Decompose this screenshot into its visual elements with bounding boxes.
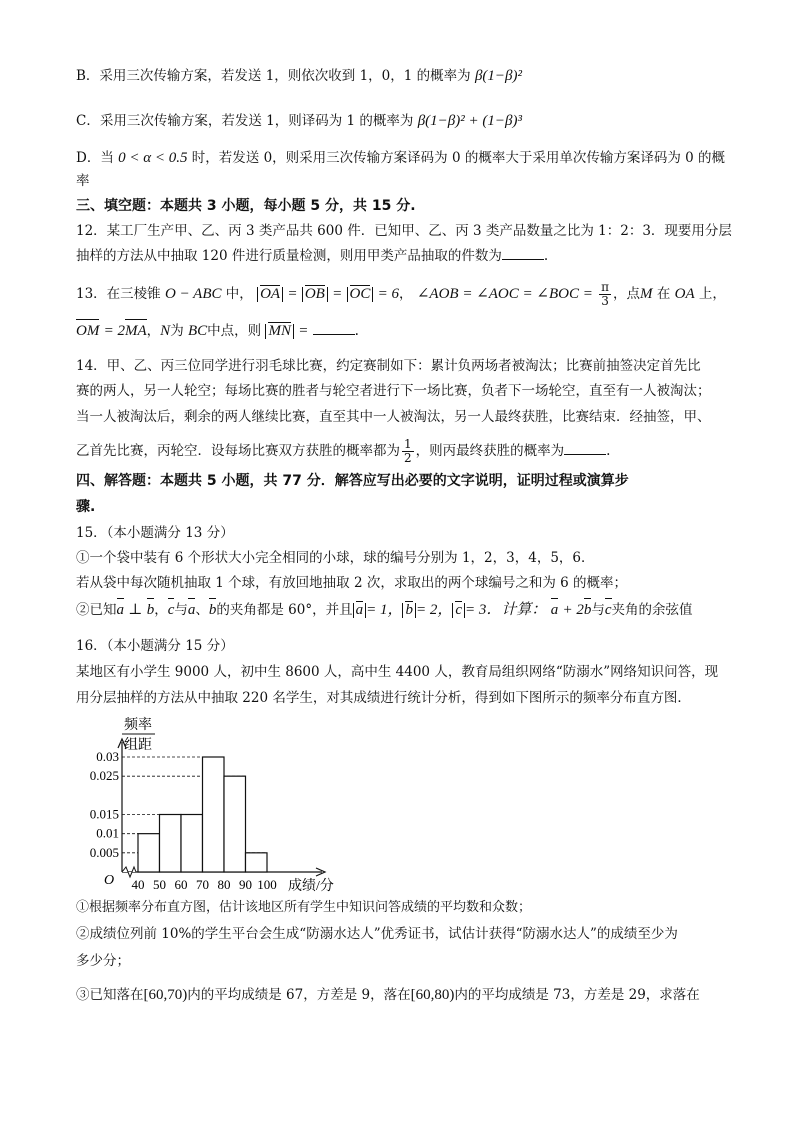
- vector-a: a: [550, 602, 559, 618]
- option-d-line2: 率: [76, 173, 90, 189]
- vector-b: b: [208, 602, 217, 618]
- q12-text: 抽样的方法从中抽取 120 件进行质量检测，则用甲类产品抽取的件数为: [76, 248, 502, 264]
- frac-numerator: π: [601, 280, 610, 294]
- x-tick-label: 60: [174, 877, 188, 892]
- q15-text-g: 夹角的余弦值: [611, 602, 693, 618]
- q16-sub3-text-c: 内的平均成绩是 73，方差是 29，求落在: [454, 987, 700, 1003]
- q13-text-g: 为: [170, 323, 184, 339]
- q16-p2: 用分层抽样的方法从中抽取 220 名学生，对其成绩进行统计分析，得到如下图所示的频率分布直方图．: [76, 690, 691, 706]
- vector-b: b: [146, 602, 155, 618]
- q14-line1: 14．甲、乙、丙三位同学进行羽毛球比赛，约定赛制如下：累计负两场者被淘汰；比赛前抽签决定首先比: [76, 358, 701, 374]
- q12-answer-blank[interactable]: [502, 245, 544, 260]
- q16-sub1: ①根据频率分布直方图，估计该地区所有学生中知识问答成绩的平均数和众数；: [76, 900, 532, 915]
- q13-answer-blank[interactable]: [313, 320, 355, 335]
- vector-om: OM: [76, 323, 100, 339]
- vector-c: c: [604, 602, 612, 618]
- q16-p1: 某地区有小学生 9000 人，初中生 8600 人，高中生 4400 人，教育局组织网络“防溺水”网络知识问答，现: [76, 664, 719, 680]
- perp-symbol: ⊥: [128, 602, 143, 618]
- vector-a: a: [187, 602, 196, 618]
- vector-a: a: [116, 602, 124, 618]
- section-4-heading-line1: 四、解答题：本题共 5 小题，共 77 分．解答应写出必要的文字说明，证明过程或演算步: [76, 473, 629, 489]
- q13-text-e: 上，: [698, 286, 726, 302]
- q13-point-m: M: [640, 286, 653, 302]
- abs-a: [353, 603, 367, 618]
- q13-line2: [76, 320, 359, 341]
- q13-point-n: N: [160, 323, 171, 339]
- q14-line3: 当一人被淘汰后，剩余的两人继续比赛，直至其中一人被淘汰，另一人最终获胜，比赛结束．经抽签，甲、: [76, 409, 711, 425]
- histogram-bar: [160, 815, 182, 873]
- q14-line2: 赛的两人，另一人轮空；每场比赛的胜者与轮空者进行下一场比赛，负者下一场轮空，直至有一人被淘汰；: [76, 383, 711, 399]
- vector-oc: OC: [349, 286, 371, 302]
- vector-ob: OB: [304, 286, 325, 302]
- frac-denominator: 2: [404, 451, 412, 465]
- option-d-condition: 0 < α < 0.5: [118, 150, 188, 166]
- q15-header: 15．（本小题满分 13 分）: [76, 525, 234, 541]
- section-4-heading-line2: 骤.: [76, 499, 96, 515]
- y-tick-label: 0.025: [89, 768, 119, 784]
- histogram-bar: [224, 776, 246, 872]
- q15-p2: 若从袋中每次随机抽取 1 个球，有放回地抽取 2 次，求取出的两个球编号之和为 6 的概率；: [76, 575, 628, 591]
- frac-numerator: 1: [404, 437, 412, 451]
- q15-text-f: 与: [591, 602, 605, 618]
- q15-comma: ，: [154, 602, 168, 618]
- q16-sub2-line2: 多少分；: [76, 953, 130, 969]
- q13-tetrahedron: O − ABC: [164, 286, 222, 302]
- q13-abs-oa: [257, 287, 283, 302]
- option-b-formula: β(1−β)²: [474, 68, 523, 84]
- option-b-text: B．采用三次传输方案，若发送 1，则依次收到 1，0，1 的概率为: [76, 68, 471, 84]
- x-tick-label: 50: [153, 877, 166, 892]
- q16-sub3-text-a: ③已知落在: [76, 987, 144, 1003]
- ylabel-bottom: 组距: [124, 738, 152, 753]
- q15-eq1: = 1，: [366, 602, 403, 618]
- vector-ma: MA: [125, 323, 147, 339]
- q15-p1: ①一个袋中装有 6 个形状大小完全相同的小球，球的编号分别为 1，2，3，4，5，6．: [76, 550, 595, 566]
- q14-line4: [76, 438, 610, 465]
- q13-abs-oc: [347, 287, 374, 302]
- xlabel: 成绩/分: [288, 879, 334, 894]
- y-tick-label: 0.015: [89, 806, 119, 822]
- q13-prefix: 13．在三棱锥: [76, 286, 161, 302]
- q14-answer-blank[interactable]: [564, 440, 606, 455]
- option-b: [76, 66, 522, 86]
- q12-end: .: [543, 248, 549, 264]
- q13-eq: =: [298, 323, 309, 339]
- histogram-bar: [181, 815, 203, 873]
- ylabel-top: 频率: [124, 718, 152, 733]
- vector-oa: OA: [260, 286, 281, 302]
- q13-text-c: ，点: [613, 286, 641, 302]
- q13-text-h: 中点，则: [207, 323, 262, 339]
- q15-text-d: 、: [195, 602, 209, 618]
- vector-c: c: [455, 602, 463, 618]
- y-tick-label: 0.03: [96, 749, 119, 764]
- y-tick-label: 0.005: [89, 844, 119, 860]
- q16-sub2-line1: ②成绩位列前 10%的学生平台会生成“防溺水达人”优秀证书，试估计获得“防溺水达人”的成绩至少为: [76, 926, 678, 942]
- y-tick-label: 0.01: [96, 825, 119, 841]
- x-tick-label: 80: [217, 877, 231, 892]
- q13-end: .: [354, 323, 359, 339]
- option-c-text: C．采用三次传输方案，若发送 1，则译码为 1 的概率为: [76, 113, 414, 129]
- vector-mn: MN: [268, 323, 291, 339]
- q14-half: [402, 438, 414, 465]
- q13-abs-ob: [302, 287, 328, 302]
- vector-a: a: [355, 602, 364, 618]
- q13-text-a: 中，: [225, 286, 253, 302]
- q12-line1: 12．某工厂生产甲、乙、丙 3 类产品共 600 件．已知甲、乙、丙 3 类产品数量之比为 1：2：3．现要用分层: [76, 223, 732, 239]
- frequency-histogram: [89, 712, 360, 897]
- q13-bc: BC: [187, 323, 208, 339]
- abs-b: [402, 603, 416, 618]
- option-c: [76, 111, 522, 131]
- q14-end: .: [606, 443, 611, 459]
- q13-oa-text: OA: [674, 286, 695, 302]
- q12-line2: [76, 245, 548, 266]
- origin-label: O: [104, 873, 115, 888]
- q14-text-a: 乙首先比赛，丙轮空．设每场比赛双方获胜的概率都为: [76, 443, 400, 459]
- x-tick-label: 40: [131, 877, 145, 892]
- q15-text-c: 与: [174, 602, 188, 618]
- q13-line1: 13．在三棱锥 O − ABC 中， OA = OB = OC = 6， ∠AOB = ∠AOC = ∠BOC = $\frac{\pi}{3}$ ，点M 在 OA 上，: [76, 280, 726, 308]
- q13-text-f: ，: [146, 323, 161, 339]
- q16-sub3: [76, 985, 700, 1005]
- option-d-prefix: D．当: [76, 150, 114, 166]
- q15-text-e: 的夹角都是 60°，并且: [216, 602, 353, 618]
- vector-b: b: [405, 602, 413, 618]
- q15-text-a: ②已知: [76, 602, 117, 618]
- x-tick-label: 70: [196, 877, 209, 892]
- q13-pi-over-3: [599, 281, 611, 308]
- vector-b: b: [583, 602, 592, 618]
- x-tick-label: 90: [239, 877, 252, 892]
- q13-text-d: 在: [656, 286, 671, 302]
- frac-denominator: 3: [601, 294, 609, 308]
- q15-p3: [76, 600, 693, 620]
- axis-break: [122, 867, 136, 877]
- abs-c: [452, 603, 465, 618]
- q13-eq2: = 2: [103, 323, 125, 339]
- section-3-heading: 三、填空题：本题共 3 小题，每小题 5 分，共 15 分.: [76, 198, 416, 214]
- q13-abs-mn: [265, 324, 294, 339]
- q15-plus2: + 2: [562, 602, 584, 618]
- interval-60-80: [60,80): [410, 987, 455, 1003]
- option-d-line1: [76, 148, 725, 168]
- histogram-bar: [138, 834, 160, 872]
- option-d-text: 时，若发送 0，则采用三次传输方案译码为 0 的概率大于采用单次传输方案译码为 0 的概: [191, 150, 726, 166]
- x-tick-label: 100: [257, 877, 277, 892]
- q13-angles: ∠AOB = ∠AOC = ∠BOC =: [416, 286, 593, 302]
- option-c-formula: β(1−β)² + (1−β)³: [417, 113, 522, 129]
- q15-eq2: = 2，: [415, 602, 453, 618]
- q16-header: 16．（本小题满分 15 分）: [76, 638, 234, 654]
- q16-sub3-text-b: 内的平均成绩是 67，方差是 9，落在: [187, 987, 411, 1003]
- q13-eq6: = 6: [377, 286, 400, 302]
- histogram-bar: [203, 757, 225, 872]
- interval-60-70: [60,70): [143, 987, 188, 1003]
- vector-c: c: [167, 602, 175, 618]
- q14-text-b: ，则丙最终获胜的概率为: [415, 443, 565, 459]
- histogram-bar: [246, 853, 268, 872]
- q15-eq3: = 3．计算：: [465, 602, 547, 618]
